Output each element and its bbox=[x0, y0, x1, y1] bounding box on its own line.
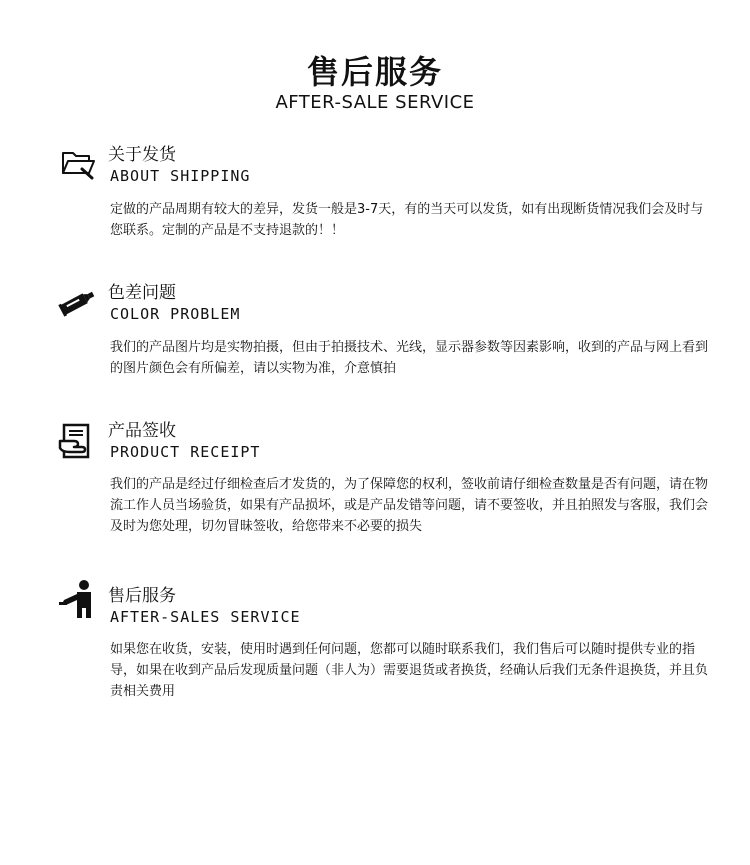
section-title-cn: 售后服务 bbox=[108, 586, 176, 606]
paint-tube-icon bbox=[56, 281, 98, 323]
section-body: 定做的产品周期有较大的差异，发货一般是3-7天，有的当天可以发货，如有出现断货情况我们会及时与您联系。定制的产品是不支持退款的！！ bbox=[110, 202, 704, 238]
section-title-cn: 关于发货 bbox=[108, 145, 176, 165]
section-title-cn: 产品签收 bbox=[108, 421, 176, 441]
section-body: 我们的产品是经过仔细检查后才发货的，为了保障您的权利，签收前请仔细检查数量是否有问题，请在物流工作人员当场验货，如果有产品损坏，或是产品发错等问题，请不要签收，并且拍照发与客服，我们会及时为您处理，切勿冒昧签收，给您带来不必要的损失 bbox=[110, 477, 709, 534]
page-title: 售后服务 bbox=[306, 53, 443, 91]
page-header bbox=[0, 52, 750, 114]
section-title-en: PRODUCT RECEIPT bbox=[110, 443, 261, 461]
section-title-en: COLOR PROBLEM bbox=[110, 305, 241, 323]
service-person-icon bbox=[56, 578, 98, 620]
folder-icon bbox=[56, 145, 98, 187]
hand-document-icon bbox=[56, 421, 98, 463]
section-title-en: ABOUT SHIPPING bbox=[110, 167, 251, 185]
section-body: 如果您在收货，安装，使用时遇到任何问题，您都可以随时联系我们，我们售后可以随时提供专业的指导，如果在收到产品后发现质量问题（非人为）需要退货或者换货，经确认后我们无条件退换货，并且负责相关费用 bbox=[110, 642, 709, 699]
page-subtitle: AFTER-SALE SERVICE bbox=[275, 92, 475, 113]
section-title-cn: 色差问题 bbox=[108, 283, 176, 303]
section-title-en: AFTER-SALES SERVICE bbox=[110, 608, 301, 626]
section-body: 我们的产品图片均是实物拍摄，但由于拍摄技术、光线，显示器参数等因素影响，收到的产品与网上看到的图片颜色会有所偏差，请以实物为准，介意慎拍 bbox=[110, 340, 709, 376]
